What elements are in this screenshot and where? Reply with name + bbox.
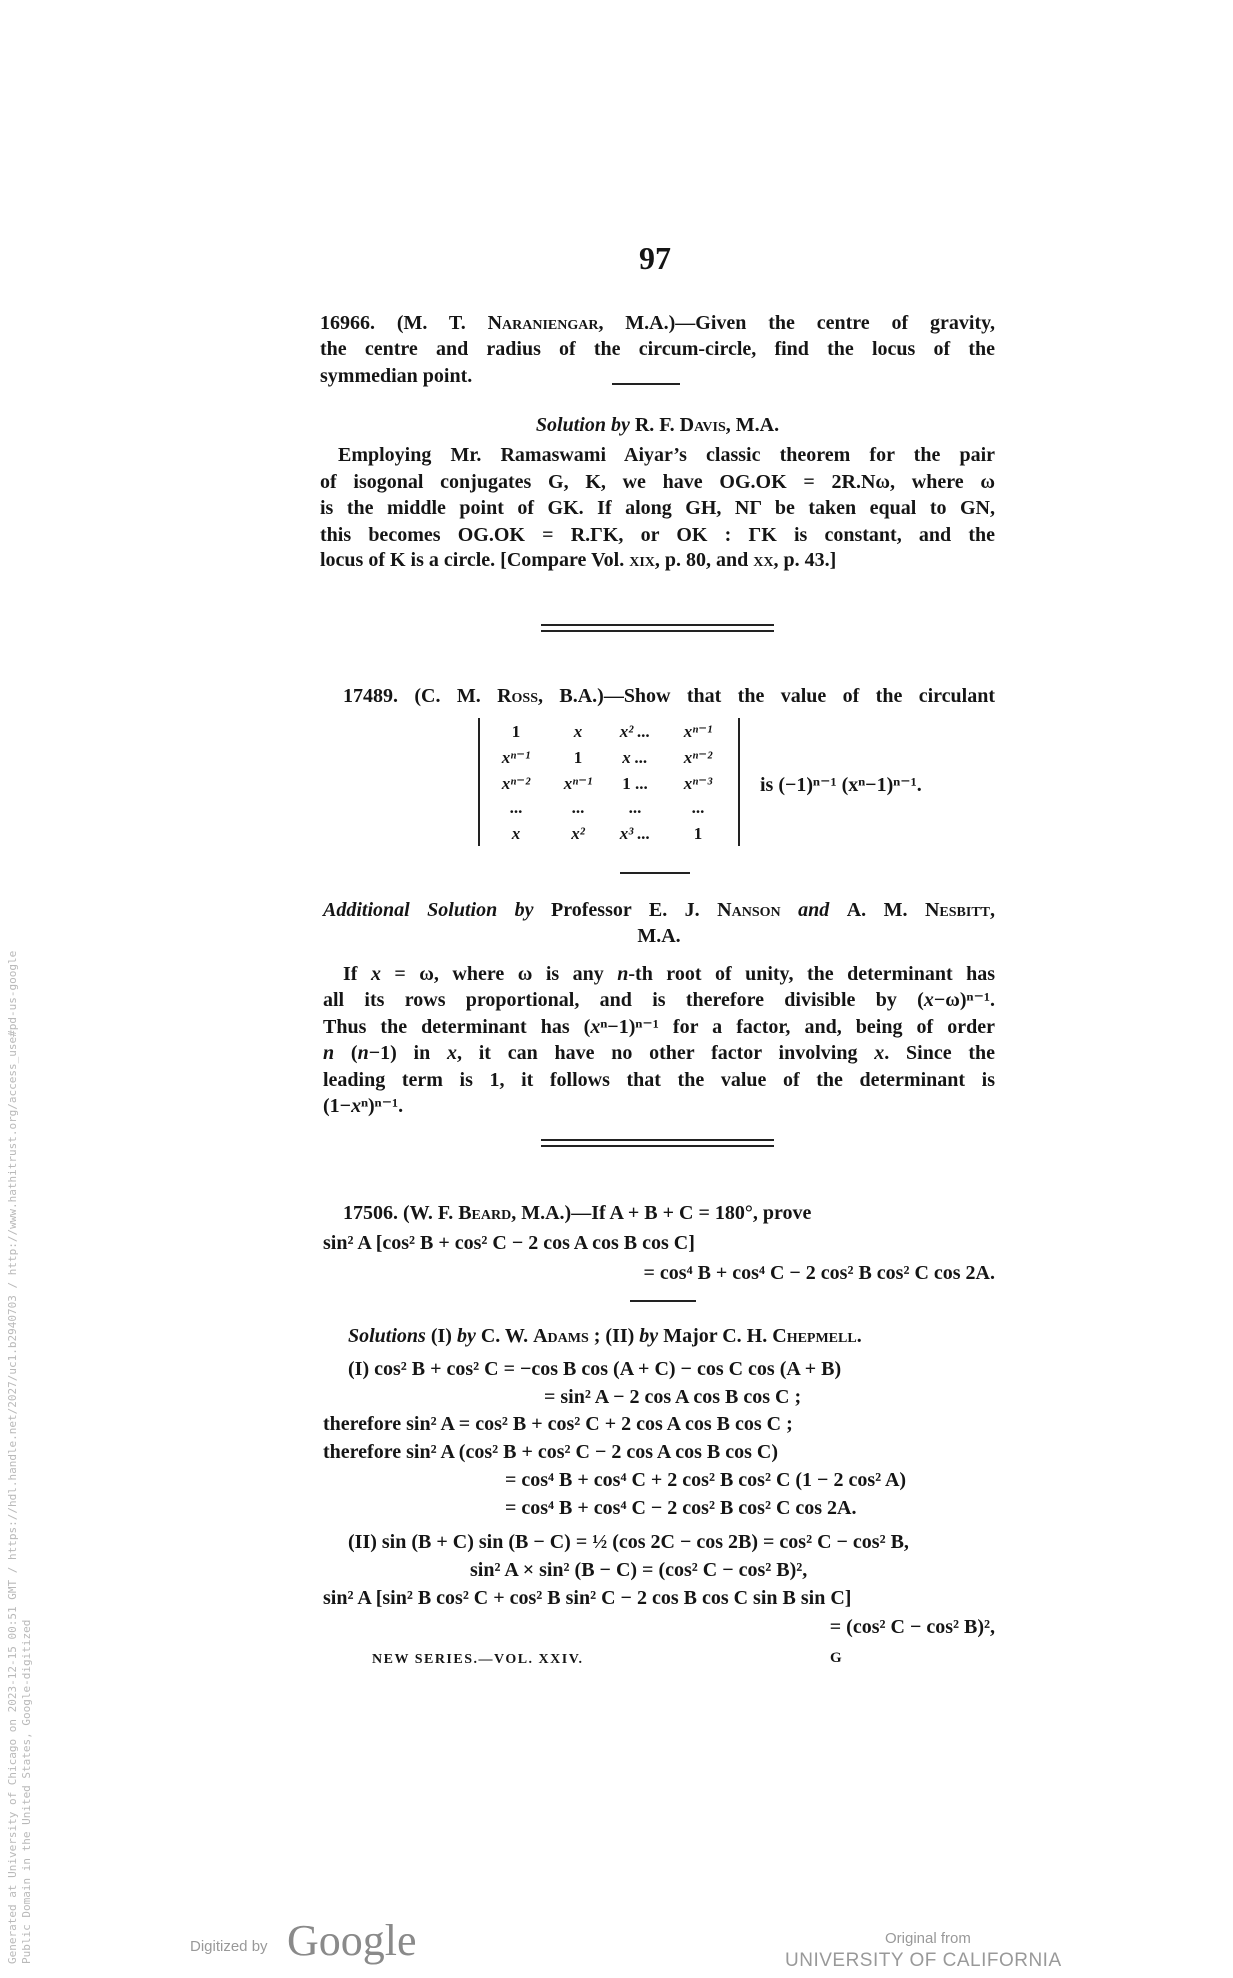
matrix-row [480, 748, 738, 772]
matrix-cell: xⁿ⁻³ [683, 774, 713, 793]
text-segment: , p. 80, and [654, 549, 754, 571]
text-segment: Ross [497, 685, 538, 707]
text-line [323, 1231, 695, 1255]
text-segment: = ω, where ω is any [380, 963, 618, 985]
text-line [323, 1041, 995, 1065]
text-line [320, 496, 995, 520]
text-line [544, 1385, 801, 1409]
text-segment: -th root of unity, the determinant has [628, 963, 996, 985]
text-segment: , M.A. [725, 414, 780, 436]
text-segment: , M.A.)—If A + B + C = 180°, prove [511, 1202, 812, 1224]
text-segment: this becomes OG.OK = R.ΓK, or OK : ΓK is constant, and the [320, 524, 995, 546]
text-segment: symmedian point. [320, 365, 473, 387]
text-segment: (I) cos² B + cos² C = −cos B cos (A + C) − cos C cos (A + B) [348, 1358, 842, 1380]
matrix-cell: xⁿ⁻¹ [563, 774, 593, 793]
text-segment: , it can have no other factor involving [456, 1042, 875, 1064]
matrix-row [480, 774, 738, 798]
text-segment: and [780, 899, 847, 921]
text-segment: Beard [458, 1202, 512, 1224]
text-segment: = (cos² C − cos² B)², [829, 1616, 995, 1638]
matrix-cell: ... [691, 798, 705, 817]
matrix-cell: x [511, 824, 521, 843]
text-segment: Adams [533, 1325, 589, 1347]
text-segment: n [323, 1042, 335, 1064]
text-segment: (1− [323, 1095, 352, 1117]
text-segment: , [990, 899, 995, 921]
text-line [323, 1440, 778, 1464]
text-line [320, 548, 836, 572]
text-segment: ( [334, 1042, 358, 1064]
section-rule [630, 1300, 696, 1302]
matrix-cell: 1 [693, 824, 703, 843]
text-line [323, 1615, 995, 1639]
text-line [323, 1015, 995, 1039]
page-number: 97 [639, 240, 671, 276]
text-segment: . [856, 1325, 862, 1347]
circulant-determinant [478, 718, 740, 846]
text-line [320, 337, 995, 361]
text-segment: Major C. H. [658, 1325, 773, 1347]
matrix-cell: xⁿ⁻² [501, 774, 531, 793]
digitized-by-label: Digitized by [190, 1938, 268, 1955]
text-segment: Solution by [535, 414, 635, 436]
matrix-row [480, 722, 738, 746]
matrix-cell: x³ ... [619, 824, 651, 843]
text-segment: sin² A × sin² (B − C) = (cos² C − cos² B)², [470, 1559, 808, 1581]
text-segment: the centre and radius of the circum-circle, find the locus of the [320, 338, 995, 360]
text-segment: , B.A.)—Show that the value of the circulant [538, 685, 995, 707]
text-line [320, 311, 995, 335]
text-segment: M.A. [637, 925, 681, 947]
text-segment: = sin² A − 2 cos A cos B cos C ; [544, 1386, 802, 1408]
section-rule [612, 383, 680, 385]
text-segment: Nesbitt [924, 899, 990, 921]
matrix-row [480, 798, 738, 822]
text-segment: is the middle point of GK. If along GH, NΓ be taken equal to GN, [320, 497, 995, 519]
text-segment: Professor E. J. [551, 899, 718, 921]
matrix-cell: ... [628, 798, 642, 817]
text-segment: x [874, 1042, 885, 1064]
text-segment: Employing Mr. Ramaswami Aiyar’s classic theorem for the pair [338, 444, 995, 466]
text-line [348, 1357, 841, 1381]
text-line [343, 684, 995, 708]
original-from-label: Original from [885, 1930, 971, 1947]
text-segment: 16966. [320, 312, 397, 334]
text-segment: Naraniengar [487, 312, 599, 334]
text-segment: = cos⁴ B + cos⁴ C − 2 cos² B cos² C cos 2A. [643, 1262, 995, 1284]
text-segment: xix [629, 549, 655, 571]
text-segment: by [456, 1325, 476, 1347]
double-rule-bottom [541, 630, 774, 632]
text-segment: (II) sin (B + C) sin (B − C) = ½ (cos 2C − cos 2B) = cos² C − cos² B, [348, 1531, 909, 1553]
text-segment: . Since the [884, 1042, 995, 1064]
text-segment: x [590, 1016, 601, 1038]
matrix-cell: xⁿ⁻¹ [683, 722, 713, 741]
text-segment: leading term is 1, it follows that the value of the determinant is [323, 1069, 995, 1091]
matrix-cell: ... [571, 798, 585, 817]
text-segment: ; (II) [588, 1325, 640, 1347]
text-segment: x [923, 989, 934, 1011]
text-segment: therefore sin² A = cos² B + cos² C + 2 cos A cos B cos C ; [323, 1413, 793, 1435]
text-segment: therefore sin² A (cos² B + cos² C − 2 cos A cos B cos C) [323, 1441, 779, 1463]
text-line [348, 1530, 909, 1554]
side-watermark [6, 950, 34, 1964]
matrix-cell: 1 [573, 748, 583, 767]
text-line [320, 364, 472, 388]
text-segment: Solutions [348, 1325, 426, 1347]
text-segment: sin² A [sin² B cos² C + cos² B sin² C − 2 cos B cos C sin B sin C] [323, 1587, 852, 1609]
text-segment: by [639, 1325, 659, 1347]
text-segment: , p. 43.] [773, 549, 837, 571]
text-segment: (M. T. [396, 312, 488, 334]
matrix-cell: x² [571, 824, 585, 843]
google-logo: Google [287, 1916, 417, 1965]
text-segment: C. W. [475, 1325, 534, 1347]
text-segment: sin² A [cos² B + cos² C − 2 cos A cos B cos C] [323, 1232, 695, 1254]
text-line [323, 1094, 403, 1118]
determinant-result: is (−1)ⁿ⁻¹ (xⁿ−1)ⁿ⁻¹. [760, 774, 922, 796]
text-segment: ⁿ−1)ⁿ⁻¹ for a factor, and, being of order [600, 1016, 995, 1038]
text-segment: Thus the determinant has ( [323, 1016, 591, 1038]
text-segment: −ω)ⁿ⁻¹. [933, 989, 995, 1011]
text-segment: ⁿ)ⁿ⁻¹. [361, 1095, 404, 1117]
text-segment: 17489. (C. M. [343, 685, 498, 707]
text-segment: Davis [679, 414, 726, 436]
text-segment: xx [753, 549, 774, 571]
text-segment: x [370, 963, 381, 985]
institution-name: UNIVERSITY OF CALIFORNIA [785, 1950, 1062, 1971]
text-line [320, 470, 995, 494]
text-segment: n [357, 1042, 369, 1064]
matrix-cell: x [573, 722, 583, 741]
text-segment: Additional Solution by [323, 899, 552, 921]
text-segment: of isogonal conjugates G, K, we have OG.OK = 2R.Nω, where ω [320, 471, 995, 493]
text-line [470, 1558, 807, 1582]
series-footer: NEW SERIES.—VOL. XXIV. [372, 1652, 584, 1667]
text-segment: all its rows proportional, and is therefore divisible by ( [323, 989, 924, 1011]
text-line [323, 1412, 793, 1436]
text-line [323, 924, 995, 948]
matrix-cell: x² ... [619, 722, 651, 741]
text-line [323, 898, 995, 922]
signature-mark: G [830, 1650, 842, 1666]
matrix-cell: 1 [511, 722, 521, 741]
double-rule-top [541, 624, 774, 626]
text-segment: (I) [425, 1325, 457, 1347]
text-line [323, 1068, 995, 1092]
text-segment: A. M. [846, 899, 925, 921]
text-line [348, 1324, 862, 1348]
double-rule-bottom [541, 1145, 774, 1147]
text-segment: R. F. [634, 414, 680, 436]
text-segment: n [617, 963, 629, 985]
text-segment: Chepmell [772, 1325, 857, 1347]
text-line [323, 1261, 995, 1285]
text-segment: = cos⁴ B + cos⁴ C − 2 cos² B cos² C cos 2A. [505, 1497, 857, 1519]
text-line [343, 962, 995, 986]
matrix-cell: ... [509, 798, 523, 817]
matrix-cell: xⁿ⁻¹ [501, 748, 531, 767]
matrix-cell: x ... [622, 748, 648, 767]
text-line [320, 413, 995, 437]
section-rule [620, 872, 690, 874]
text-segment: 17506. (W. F. [343, 1202, 459, 1224]
text-line [505, 1468, 906, 1492]
text-segment: −1) in [368, 1042, 447, 1064]
matrix-row [480, 824, 738, 848]
double-rule-top [541, 1139, 774, 1141]
text-line [338, 443, 995, 467]
text-line [343, 1201, 811, 1225]
text-segment: If [343, 963, 371, 985]
text-segment: x [446, 1042, 457, 1064]
text-segment: locus of K is a circle. [Compare Vol. [320, 549, 630, 571]
text-segment: x [351, 1095, 362, 1117]
matrix-cell: xⁿ⁻² [683, 748, 713, 767]
text-line [320, 523, 995, 547]
text-segment: = cos⁴ B + cos⁴ C + 2 cos² B cos² C (1 − 2 cos² A) [505, 1469, 907, 1491]
matrix-cell: 1 ... [622, 774, 648, 793]
text-segment: , M.A.)—Given the centre of gravity, [598, 312, 996, 334]
watermark-line: Public Domain in the United States, Google-digitized [20, 1619, 33, 1964]
text-line [323, 988, 995, 1012]
watermark-line: Generated at University of Chicago on 2023-12-15 00:51 GMT / https://hdl.handle.net/2027/uc1.b2940703 / http://www.hathitrust.org/access_use#pd-us-google [6, 950, 19, 1964]
text-segment: Nanson [717, 899, 781, 921]
text-line [505, 1496, 856, 1520]
text-line [323, 1586, 851, 1610]
